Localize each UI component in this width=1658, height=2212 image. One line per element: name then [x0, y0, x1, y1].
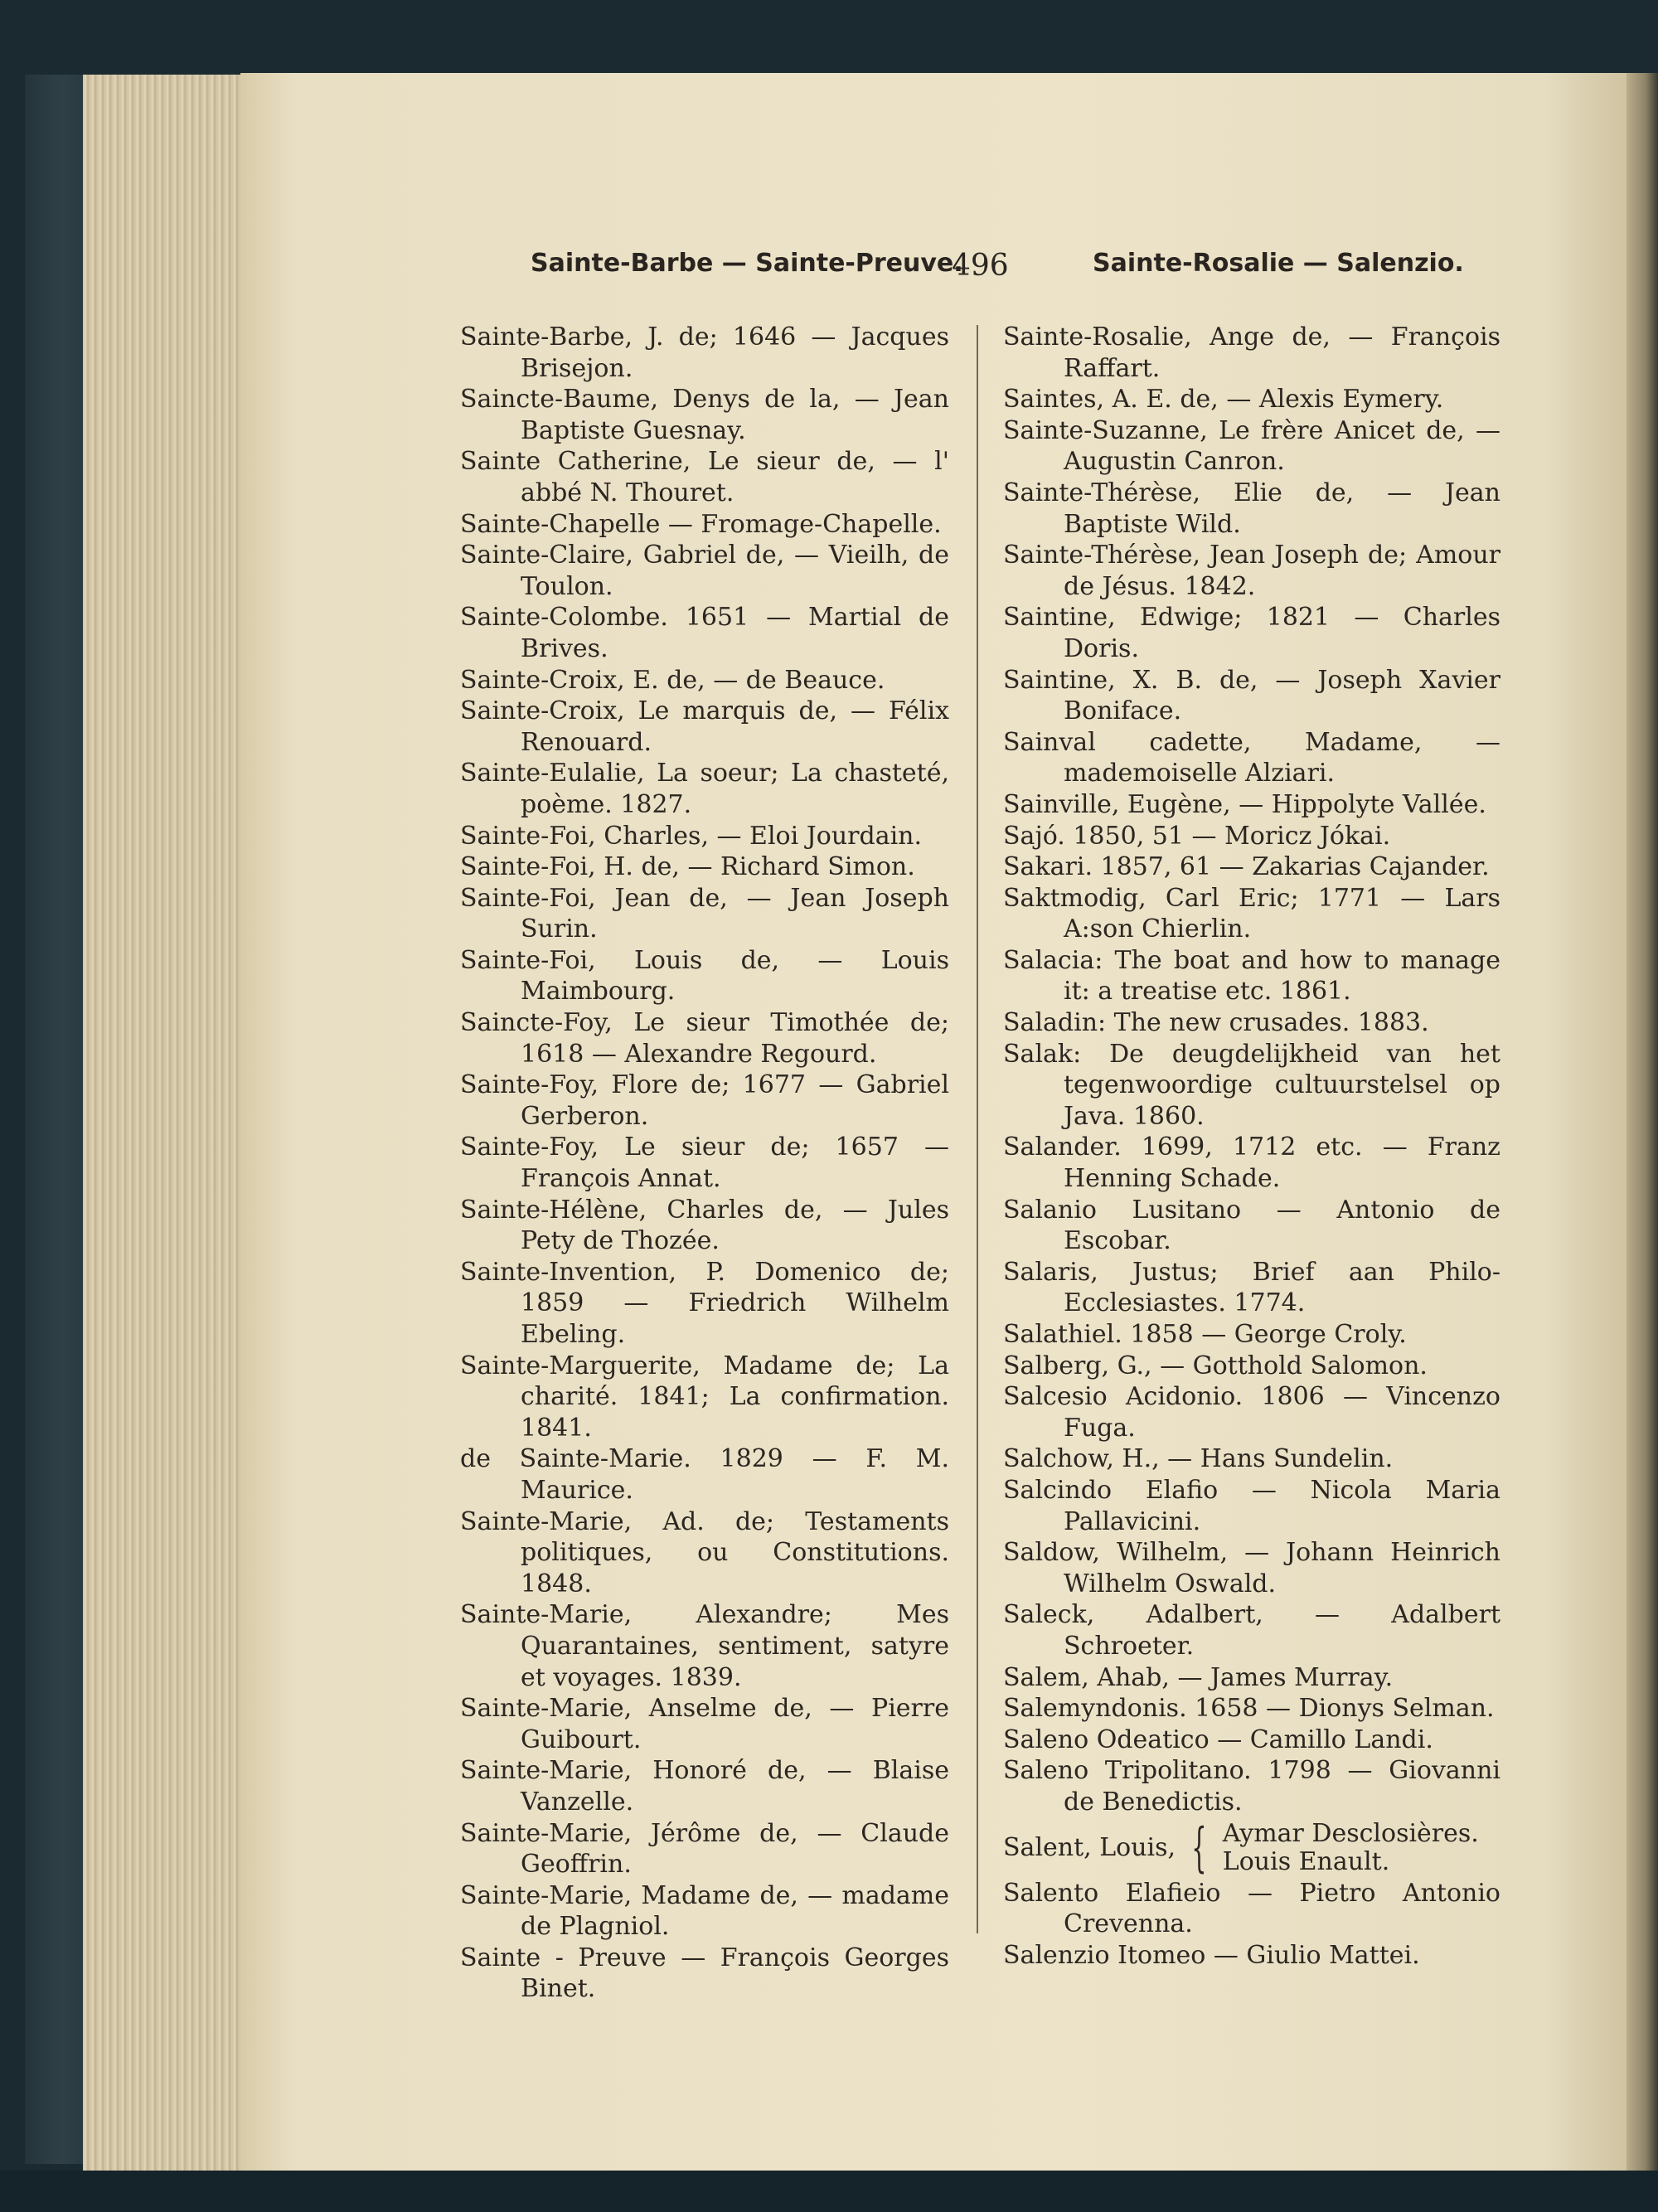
index-entry: Sainte-Croix, E. de, — de Beauce.: [460, 665, 885, 695]
index-entry: Salaris, Justus; Brief aan Philo-Ecclesiastes. 1774.: [1003, 1257, 1500, 1318]
index-entry: Sainte-Foy, Le sieur de; 1657 — François Annat.: [460, 1133, 949, 1194]
index-entry: Salberg, G., — Gotthold Salomon.: [1003, 1351, 1428, 1380]
running-header: [497, 249, 1509, 290]
brace-entry: [1003, 1817, 1500, 1879]
index-entry: Salcindo Elafio — Nicola Maria Pallavicini.: [1003, 1475, 1500, 1536]
index-entry: Sainville, Eugène, — Hippolyte Vallée.: [1003, 789, 1486, 819]
index-entry: Sainte-Marguerite, Madame de; La charité. 1841; La confirmation. 1841.: [460, 1351, 949, 1443]
index-entry: Saktmodig, Carl Eric; 1771 — Lars A:son Chierlin.: [1003, 883, 1500, 944]
page-edges: [83, 75, 240, 2197]
index-entry: Sainte-Marie, Honoré de, — Blaise Vanzelle.: [460, 1756, 949, 1817]
right-entries-b: [1003, 1878, 1500, 1972]
left-column: [460, 322, 949, 2005]
index-entry: Salcesio Acidonio. 1806 — Vincenzo Fuga.: [1003, 1382, 1500, 1443]
index-entry: Sainte-Foi, Charles, — Eloi Jourdain.: [460, 821, 923, 851]
index-entry: Salento Elafieio — Pietro Antonio Crevenna.: [1003, 1878, 1500, 1939]
index-entry: Saintine, X. B. de, — Joseph Xavier Boniface.: [1003, 665, 1500, 726]
index-entry: de Sainte-Marie. 1829 — F. M. Maurice.: [460, 1444, 949, 1505]
right-entries-a: [1003, 322, 1500, 1818]
bottom-shadow: [0, 2171, 1658, 2212]
index-entry: Sainte-Eulalie, La soeur; La chasteté, poème. 1827.: [460, 759, 949, 819]
index-entry: Sainte-Croix, Le marquis de, — Félix Renouard.: [460, 696, 949, 757]
right-column: [1003, 322, 1500, 1971]
index-entry: Sainte-Thérèse, Elie de, — Jean Baptiste Wild.: [1003, 478, 1500, 539]
index-entry: Salenzio Itomeo — Giulio Mattei.: [1003, 1940, 1420, 1970]
curly-brace-icon: {: [1191, 1817, 1207, 1879]
column-divider: [977, 325, 978, 1933]
brace-name: Aymar Desclosières.: [1222, 1818, 1479, 1848]
index-entry: Saintine, Edwige; 1821 — Charles Doris.: [1003, 603, 1500, 663]
index-entry: Saleck, Adalbert, — Adalbert Schroeter.: [1003, 1600, 1500, 1661]
index-entry: Sakari. 1857, 61 — Zakarias Cajander.: [1003, 852, 1490, 882]
index-entry: Salem, Ahab, — James Murray.: [1003, 1662, 1394, 1692]
index-entry: Saintes, A. E. de, — Alexis Eymery.: [1003, 385, 1444, 415]
brace-entry-names: [1223, 1820, 1479, 1876]
index-entry: Sainte-Hélène, Charles de, — Jules Pety de Thozée.: [460, 1195, 949, 1256]
index-entry: Sainte-Chapelle — Fromage-Chapelle.: [460, 509, 942, 539]
page-number: 496: [952, 249, 1009, 283]
index-entry: Sainte-Claire, Gabriel de, — Vieilh, de Toulon.: [460, 541, 949, 601]
index-entry: Sainte-Foi, H. de, — Richard Simon.: [460, 852, 915, 882]
index-entry: Saladin: The new crusades. 1883.: [1003, 1008, 1429, 1038]
brace-name: Louis Enault.: [1222, 1846, 1390, 1876]
index-entry: Sainte-Colombe. 1651 — Martial de Brives.: [460, 603, 949, 663]
index-entry: Sainte-Suzanne, Le frère Anicet de, — Augustin Canron.: [1003, 415, 1500, 477]
brace-entry-label: Salent, Louis,: [1003, 1832, 1176, 1862]
index-entry: Saincte-Baume, Denys de la, — Jean Baptiste Guesnay.: [460, 385, 949, 445]
index-entry: Sajó. 1850, 51 — Moricz Jókai.: [1003, 821, 1391, 851]
index-entry: Salanio Lusitano — Antonio de Escobar.: [1003, 1195, 1500, 1256]
index-entry: Salchow, H., — Hans Sundelin.: [1003, 1444, 1394, 1474]
index-entry: Sainte-Marie, Alexandre; Mes Quarantaines, sentiment, satyre et voyages. 1839.: [460, 1600, 949, 1692]
header-left: Sainte-Barbe — Sainte-Preuve.: [531, 249, 963, 278]
page-gutter: [1626, 73, 1658, 2195]
index-entry: Salathiel. 1858 — George Croly.: [1003, 1320, 1407, 1349]
index-entry: Salemyndonis. 1658 — Dionys Selman.: [1003, 1694, 1495, 1724]
index-entry: Sainte-Rosalie, Ange de, — François Raffart.: [1003, 323, 1500, 383]
index-entry: Salander. 1699, 1712 etc. — Franz Henning Schade.: [1003, 1133, 1500, 1194]
index-entry: Sainte-Marie, Anselme de, — Pierre Guibourt.: [460, 1694, 949, 1754]
index-entry: Sainte - Preuve — François Georges Binet.: [460, 1943, 949, 2004]
index-entry: Sainval cadette, Madame, — mademoiselle Alziari.: [1003, 727, 1500, 788]
index-entry: Saleno Odeatico — Camillo Landi.: [1003, 1724, 1433, 1754]
index-entry: Sainte-Marie, Madame de, — madame de Plagniol.: [460, 1880, 949, 1942]
index-entry: Saleno Tripolitano. 1798 — Giovanni de Benedictis.: [1003, 1756, 1500, 1817]
index-entry: Sainte-Invention, P. Domenico de; 1859 — Friedrich Wilhelm Ebeling.: [460, 1257, 949, 1349]
index-entry: Salak: De deugdelijkheid van het tegenwoordige cultuurstelsel op Java. 1860.: [1003, 1039, 1500, 1131]
index-entry: Sainte Catherine, Le sieur de, — l' abbé N. Thouret.: [460, 447, 949, 507]
index-entry: Saldow, Wilhelm, — Johann Heinrich Wilhelm Oswald.: [1003, 1538, 1500, 1598]
index-entry: Sainte-Marie, Jérôme de, — Claude Geoffrin.: [460, 1818, 949, 1880]
header-right: Sainte-Rosalie — Salenzio.: [1093, 249, 1464, 278]
index-entry: Sainte-Foy, Flore de; 1677 — Gabriel Gerberon.: [460, 1070, 949, 1131]
index-entry: Sainte-Foi, Louis de, — Louis Maimbourg.: [460, 945, 949, 1007]
index-entry: Sainte-Barbe, J. de; 1646 — Jacques Brisejon.: [460, 323, 949, 383]
index-entry: Salacia: The boat and how to manage it: a treatise etc. 1861.: [1003, 945, 1500, 1007]
index-entry: Saincte-Foy, Le sieur Timothée de; 1618 — Alexandre Regourd.: [460, 1008, 949, 1069]
index-entry: Sainte-Marie, Ad. de; Testaments politiques, ou Constitutions. 1848.: [460, 1506, 949, 1598]
index-entry: Sainte-Thérèse, Jean Joseph de; Amour de Jésus. 1842.: [1003, 541, 1500, 601]
index-entry: Sainte-Foi, Jean de, — Jean Joseph Surin.: [460, 883, 949, 944]
